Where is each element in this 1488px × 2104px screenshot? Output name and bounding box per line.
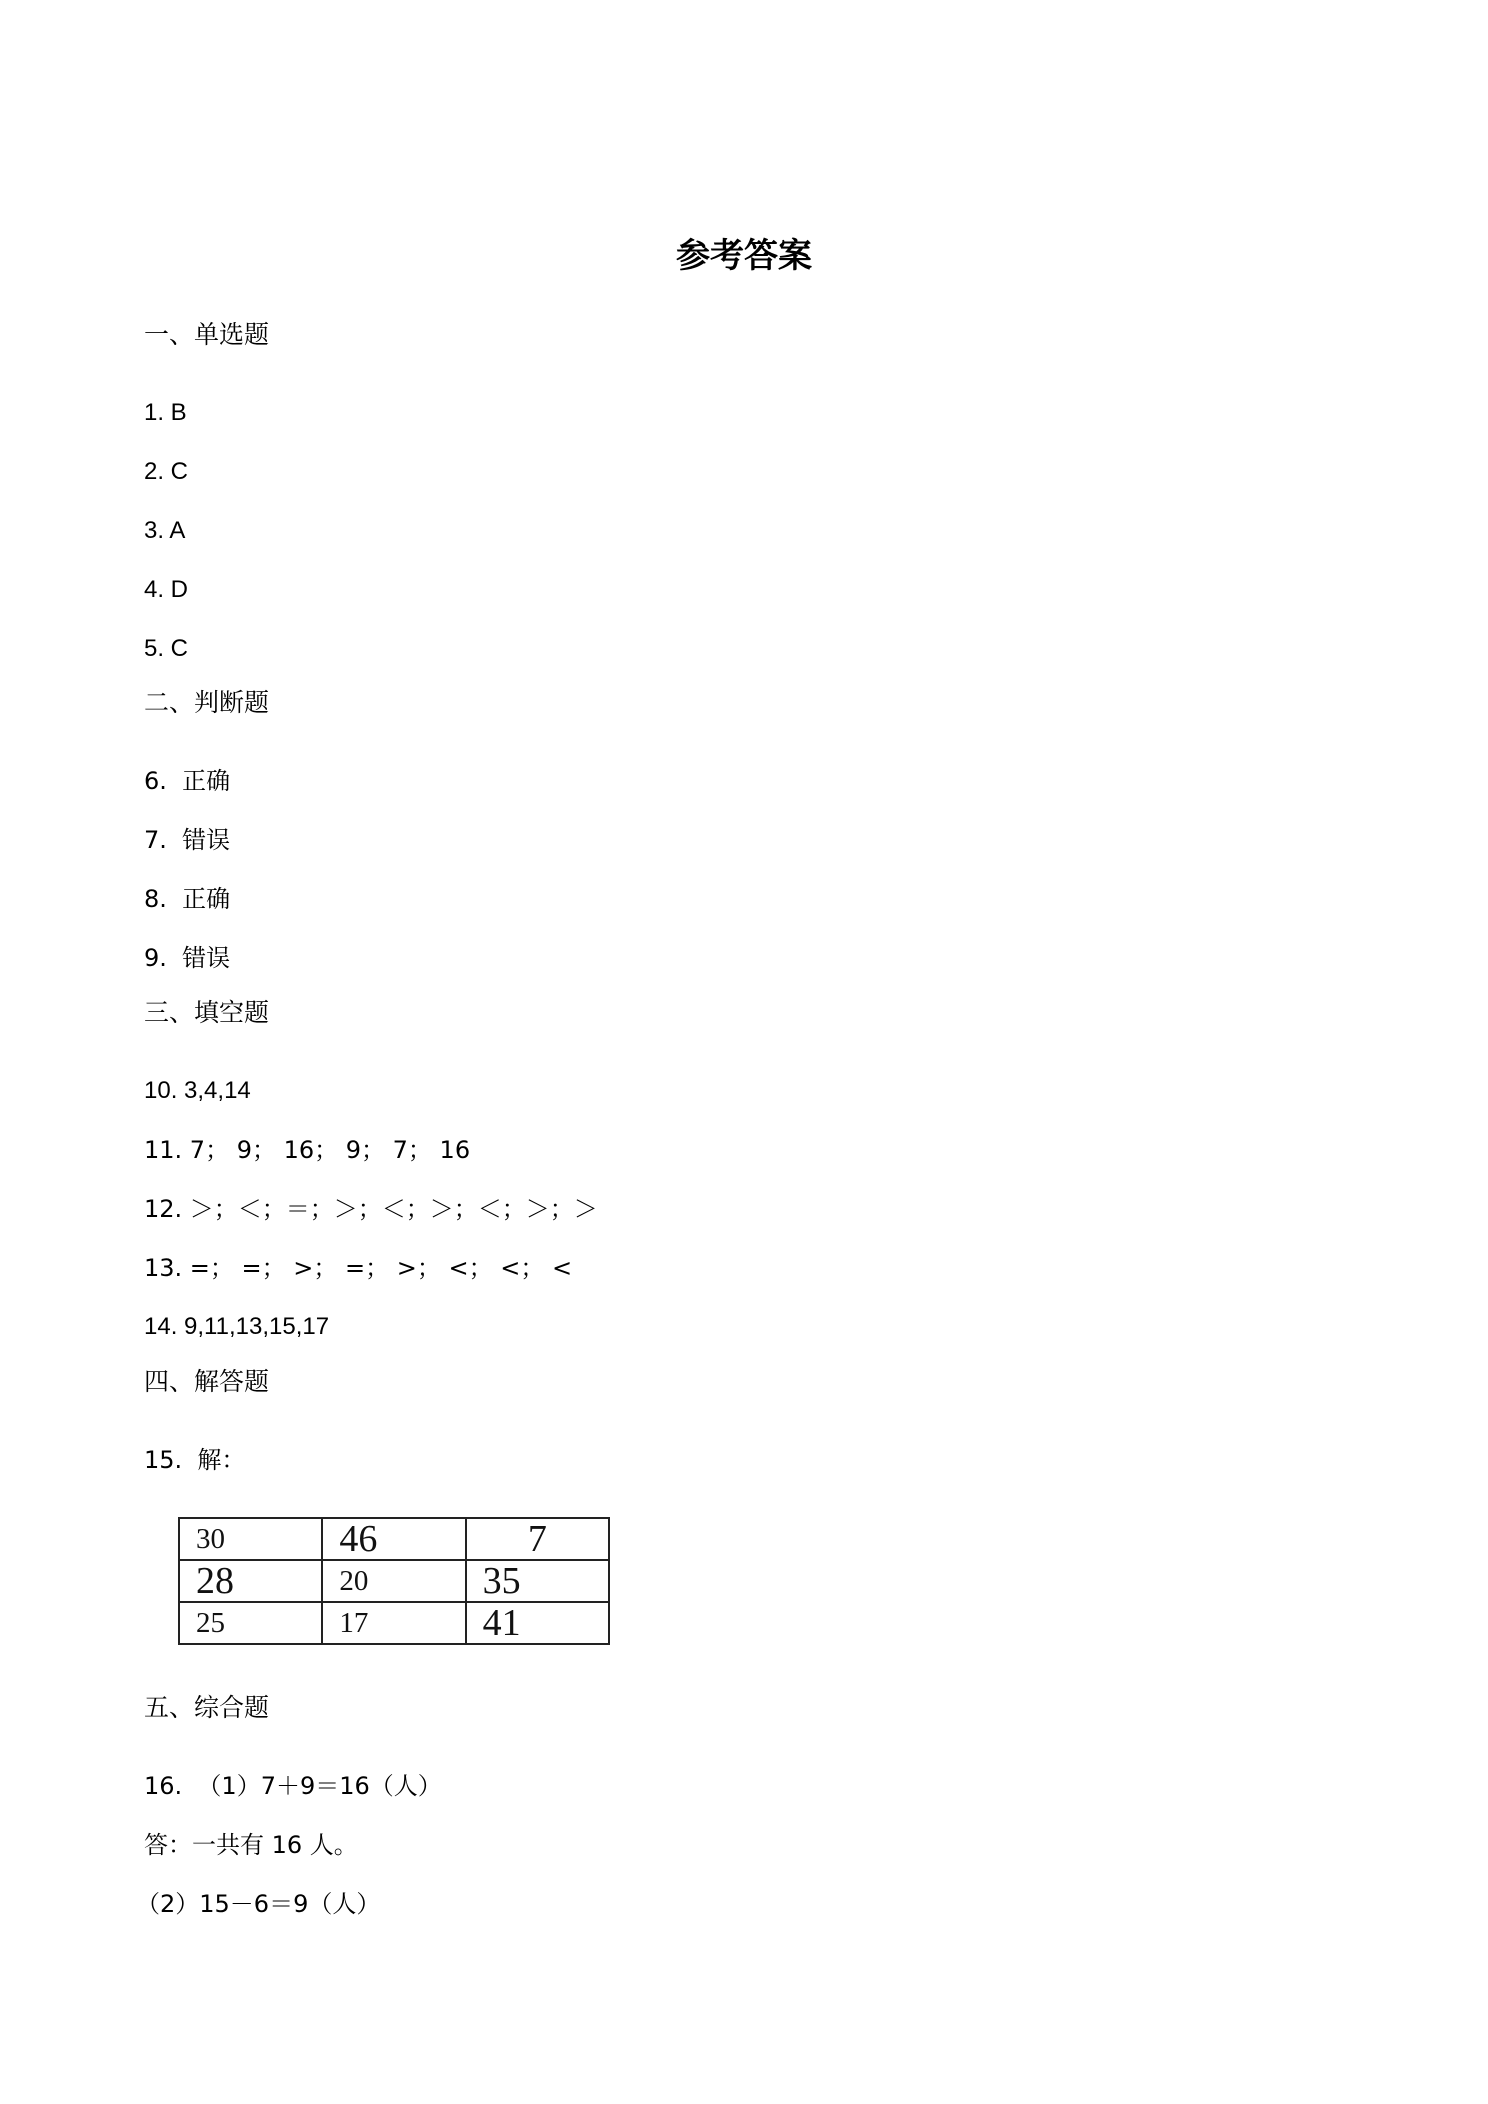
answer-5: 5. C — [144, 635, 189, 662]
grid-row — [179, 1518, 609, 1560]
grid-cell: 35 — [466, 1560, 609, 1602]
answer-6: 6. 正确 — [144, 767, 231, 795]
grid-cell: 30 — [179, 1518, 322, 1560]
answer-grid-figure — [178, 1517, 610, 1643]
grid-cell: 28 — [179, 1560, 322, 1602]
answer-16-part-1: 16. （1）7＋9＝16（人） — [144, 1772, 442, 1800]
grid-cell: 41 — [466, 1602, 609, 1644]
grid-cell: 25 — [179, 1602, 322, 1644]
answer-7: 7. 错误 — [144, 826, 231, 854]
section-heading-true-false: 二、判断题 — [144, 688, 270, 717]
answer-13: 13. =； =； >； =； >； <； <； < — [144, 1254, 573, 1282]
grid-row — [179, 1602, 609, 1644]
section-heading-comprehensive: 五、综合题 — [144, 1693, 270, 1722]
answer-2: 2. C — [144, 458, 189, 485]
page-title: 参考答案 — [676, 236, 812, 276]
grid-cell: 46 — [322, 1518, 465, 1560]
answer-14: 14. 9,11,13,15,17 — [144, 1313, 330, 1340]
answer-1: 1. B — [144, 399, 187, 426]
answer-9: 9. 错误 — [144, 944, 231, 972]
answer-16-part-2: （2）15－6＝9（人） — [136, 1890, 381, 1918]
answer-4: 4. D — [144, 576, 189, 603]
answer-10: 10. 3,4,14 — [144, 1077, 251, 1104]
answer-12: 12. ＞；＜；＝；＞；＜；＞；＜；＞；＞ — [144, 1195, 598, 1223]
grid-row — [179, 1560, 609, 1602]
answer-8: 8. 正确 — [144, 885, 231, 913]
grid-cell: 7 — [466, 1518, 609, 1560]
answer-grid — [178, 1517, 610, 1645]
answer-15: 15. 解： — [144, 1446, 246, 1474]
section-heading-fill-in: 三、填空题 — [144, 998, 270, 1027]
section-heading-solve: 四、解答题 — [144, 1367, 270, 1396]
grid-cell: 17 — [322, 1602, 465, 1644]
answer-11: 11. 7； 9； 16； 9； 7； 16 — [144, 1136, 471, 1164]
answer-3: 3. A — [144, 517, 186, 544]
section-heading-single-choice: 一、单选题 — [144, 320, 270, 349]
answer-16-statement: 答：一共有 16 人。 — [144, 1831, 358, 1859]
grid-cell: 20 — [322, 1560, 465, 1602]
